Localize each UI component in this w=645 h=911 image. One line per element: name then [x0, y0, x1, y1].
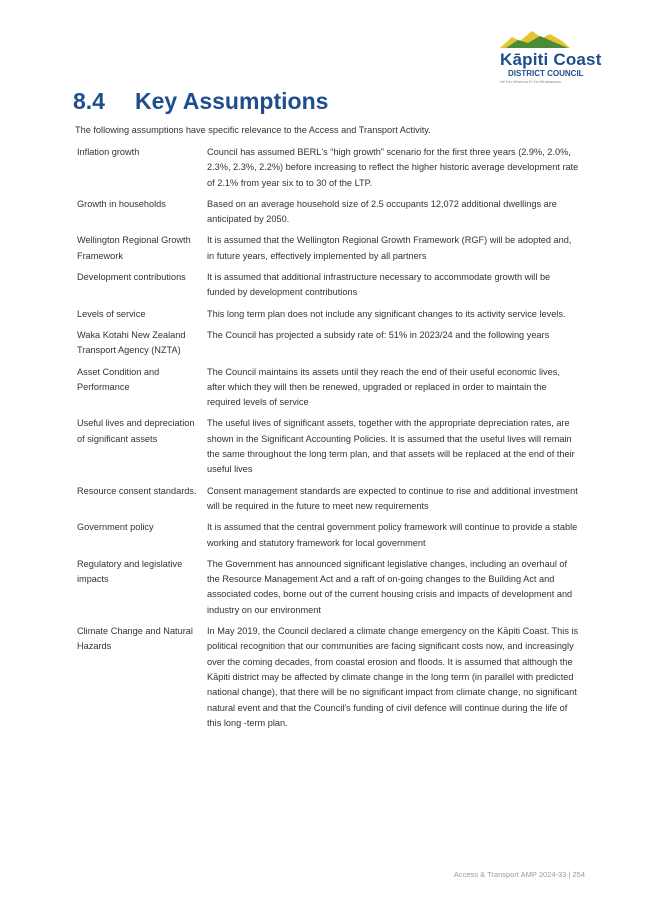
table-row — [73, 555, 583, 622]
page-footer — [454, 870, 585, 879]
assumption-text: The useful lives of significant assets, together with the appropriate depreciation rates, are shown in the Significant Accounting Policies. It is assumed that the useful lives will remain the same throughout the long term plan, and that assets will be replaced at the end of their useful lives — [207, 418, 575, 475]
assumption-text: Council has assumed BERL's “high growth” scenario for the first three years (2.9%, 2.0%, 2.3%, 2.3%, 2.2%) before increasing to reflect the higher historic average development rate of 2.1% from year six to to 30 of the LTP. — [207, 147, 579, 188]
table-row — [73, 268, 583, 305]
assumption-label: Government policy — [77, 522, 154, 533]
table-row — [73, 482, 583, 519]
page-title — [73, 88, 328, 115]
table-row — [73, 195, 583, 232]
section-title: Key Assumptions — [135, 88, 329, 114]
assumptions-table — [73, 143, 583, 735]
section-number: 8.4 — [73, 88, 105, 114]
assumption-label: Wellington Regional Growth Framework — [77, 235, 191, 261]
assumption-label: Useful lives and depreciation of significant assets — [77, 418, 195, 444]
assumption-label: Climate Change and Natural Hazards — [77, 626, 193, 652]
table-row — [73, 231, 583, 268]
logo-subtitle: DISTRICT COUNCIL — [508, 69, 584, 78]
assumptions-table-body — [73, 143, 583, 735]
intro-text: The following assumptions have specific relevance to the Access and Transport Activity. — [75, 125, 431, 135]
assumption-text: The Council maintains its assets until they reach the end of their useful economic lives, after which they will then be renewed, upgraded or replaced in order to maintain the required levels of service — [207, 366, 560, 408]
table-row — [73, 414, 583, 481]
footer-document: Access & Transport AMP 2024-33 — [453, 870, 567, 879]
assumption-label: Inflation growth — [77, 147, 140, 157]
assumption-text: Based on an average household size of 2.5 occupants 12,072 additional dwellings are anticipated by 2050. — [207, 198, 557, 225]
logo-tagline: He Ihu Whenua Ki Tai Whakamaru — [500, 79, 562, 84]
table-row — [73, 305, 583, 326]
page-number: 254 — [572, 870, 585, 879]
assumption-label: Growth in households — [77, 198, 166, 209]
table-row — [73, 326, 583, 363]
assumption-text: It is assumed that the central government policy framework will continue to provide a stable working and statutory framework for local government — [207, 522, 578, 548]
assumption-text: The Government has announced significant legislative changes, including an overhaul of the Resource Management Act and a raft of on-going changes to the Building Act and associated codes, borne out of the current housing crisis and impacts of development and industry on our environment — [207, 558, 573, 615]
table-row — [73, 518, 583, 555]
table-row — [73, 143, 583, 195]
assumption-label: Levels of service — [77, 308, 146, 319]
assumption-text: In May 2019, the Council declared a climate change emergency on the Kāpiti Coast. This is political recognition that our communities are facing significant costs now, and increasingly over the coming decades, from coastal erosion and floods. It is assumed that although the Kāpiti district may be affected by climate change in the long term (in parallel with predicted national change), that there will be no significant impact from climate change, no significant natural event and that the Council's funding of civil defence will continue during the life of this long -term plan. — [207, 626, 579, 728]
assumption-label: Regulatory and legislative impacts — [77, 558, 183, 585]
assumption-text: It is assumed that the Wellington Regional Growth Framework (RGF) will be adopted and, in future years, effectively implemented by all partners — [207, 235, 572, 261]
council-logo — [472, 28, 622, 88]
assumption-text: Consent management standards are expected to continue to rise and additional investment will be required in the future to meet new requirements — [207, 485, 578, 511]
logo-brand: Kāpiti Coast — [500, 50, 602, 69]
table-row — [73, 363, 583, 415]
assumption-label: Development contributions — [77, 272, 186, 283]
assumption-label: Asset Condition and Performance — [77, 366, 160, 392]
assumption-label: Waka Kotahi New Zealand Transport Agency (NZTA) — [77, 329, 186, 356]
assumption-label: Resource consent standards. — [77, 485, 197, 496]
assumption-text: The Council has projected a subsidy rate of: 51% in 2023/24 and the following years — [207, 329, 550, 340]
assumption-text: It is assumed that additional infrastructure necessary to accommodate growth will be funded by development contributions — [207, 272, 551, 298]
mountain-logo-icon — [498, 28, 572, 50]
footer-separator: | — [568, 870, 571, 879]
assumption-text: This long term plan does not include any significant changes to its activity service levels. — [207, 308, 566, 319]
table-row — [73, 622, 583, 735]
